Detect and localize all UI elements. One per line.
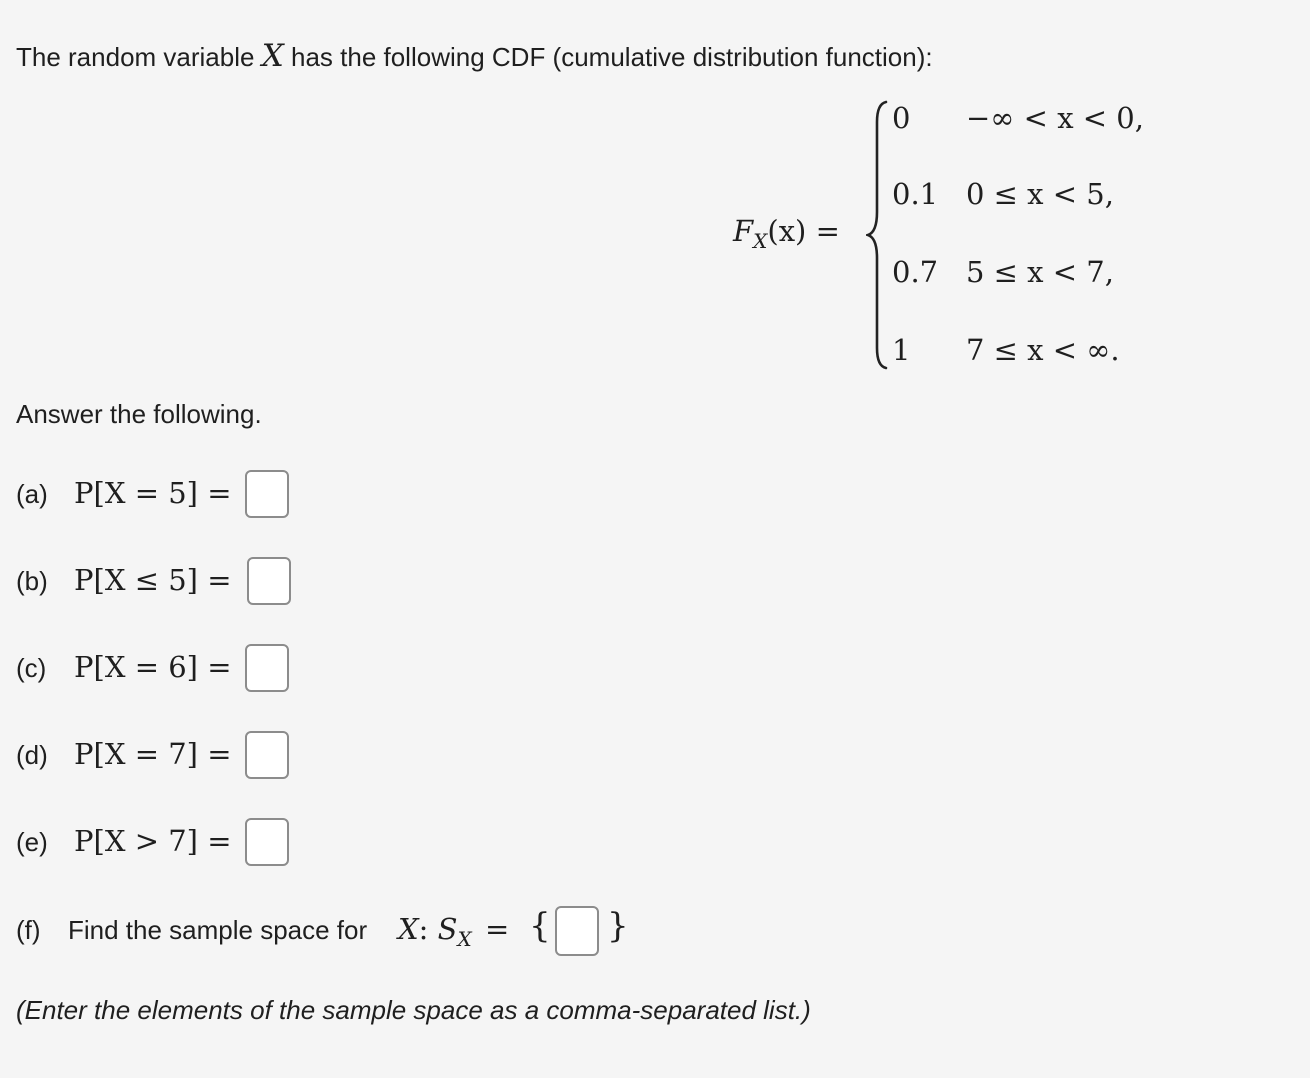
part-e-answer-box[interactable] [245,818,289,866]
cdf-case-value-1: 0 [892,101,911,135]
cdf-case-condition-2: 0 ≤ x < 5, [966,177,1114,211]
part-a-label: (a) [16,479,48,509]
part-f-set-subscript: X [457,927,472,951]
part-b-label: (b) [16,566,48,596]
part-d-expression: P[X = 7] = [74,737,232,771]
cdf-case-value-4: 1 [892,333,911,367]
cdf-case-value-2: 0.1 [892,177,939,211]
answer-heading: Answer the following. [16,399,262,429]
part-c-expression: P[X = 6] = [74,650,232,684]
cdf-case-condition-3: 5 ≤ x < 7, [966,255,1114,289]
part-f-equals: = [485,912,510,946]
cdf-lhs [733,214,840,253]
part-d-answer-box[interactable] [245,731,289,779]
part-f-answer-box[interactable] [555,906,599,956]
part-c-label: (c) [16,653,47,683]
part-f-set-name: S [437,912,458,946]
cdf-subscript: X [753,229,768,253]
intro-variable: X [261,38,284,74]
part-f-close-brace: } [607,906,629,946]
part-c-answer-box[interactable] [245,644,289,692]
part-f-set-expression [398,912,510,951]
intro-before: The random variable [16,42,262,72]
part-d-label: (d) [16,740,48,770]
part-e-expression: P[X > 7] = [74,824,232,858]
part-f-variable: X [398,912,419,946]
intro-text [16,38,933,74]
instruction-note: (Enter the elements of the sample space as a comma-separated list.) [16,995,811,1025]
part-f-label: (f) [16,915,41,945]
part-b-expression: P[X ≤ 5] = [74,563,232,597]
intro-after: has the following CDF (cumulative distribution function): [283,42,933,72]
cdf-function-name: F [733,214,754,248]
part-f-open-brace: { [529,906,551,946]
part-f-colon: : [418,912,429,946]
part-f-prompt: Find the sample space for [68,915,368,945]
cdf-left-brace [866,100,892,370]
cdf-argument: (x) = [767,214,840,248]
part-b-answer-box[interactable] [247,557,291,605]
cdf-case-condition-4: 7 ≤ x < ∞. [966,333,1120,367]
part-a-expression: P[X = 5] = [74,476,232,510]
cdf-case-condition-1: −∞ < x < 0, [966,101,1144,135]
part-a-answer-box[interactable] [245,470,289,518]
cdf-case-value-3: 0.7 [892,255,939,289]
part-e-label: (e) [16,827,48,857]
part-f-text [68,915,367,946]
